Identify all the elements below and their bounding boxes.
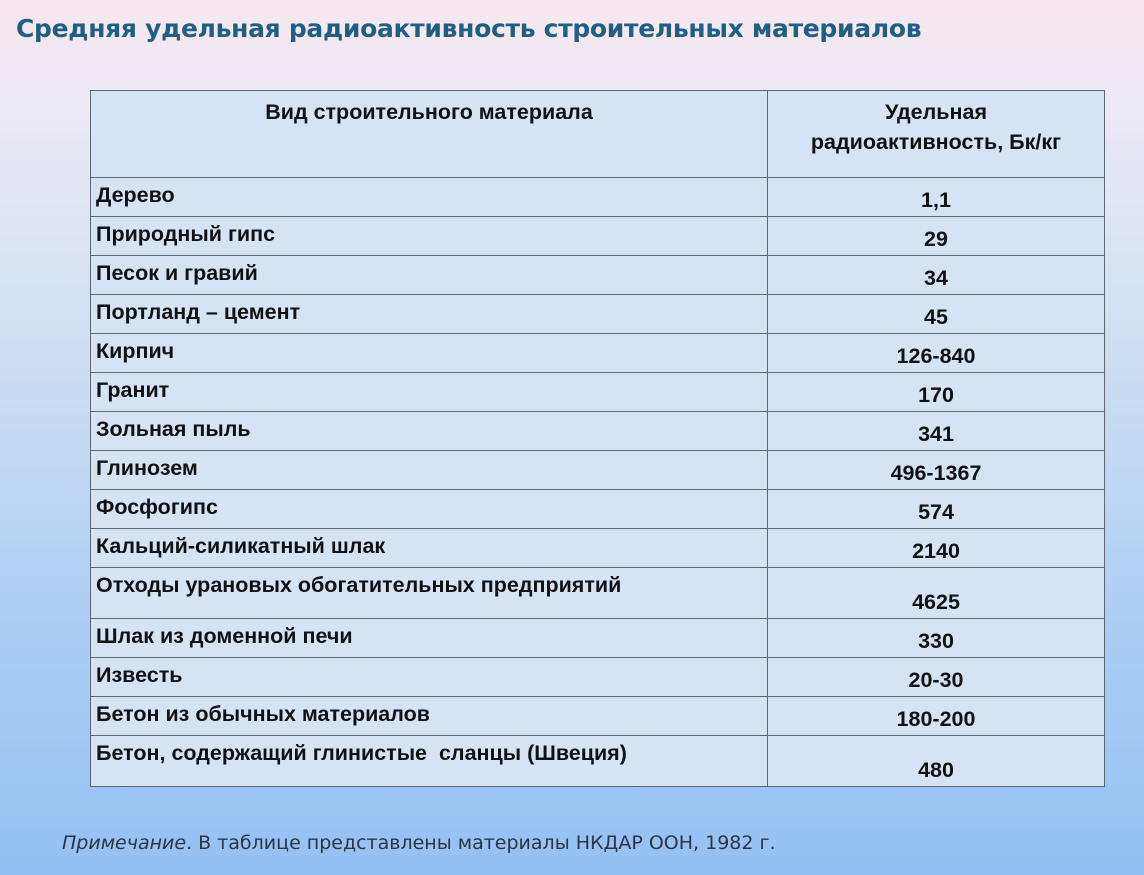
material-cell: Природный гипс — [91, 217, 768, 256]
activity-cell: 45 — [768, 295, 1105, 334]
material-cell: Отходы урановых обогатительных предприятий — [91, 568, 768, 619]
table-row — [91, 568, 1105, 619]
table-row — [91, 256, 1105, 295]
activity-cell: 330 — [768, 619, 1105, 658]
material-cell: Портланд – цемент — [91, 295, 768, 334]
activity-cell: 34 — [768, 256, 1105, 295]
column-header-activity-line2: радиоактивность, Бк/кг — [810, 130, 1062, 154]
table-row — [91, 373, 1105, 412]
activity-cell: 341 — [768, 412, 1105, 451]
activity-cell: 126-840 — [768, 334, 1105, 373]
table-row — [91, 619, 1105, 658]
table-row — [91, 736, 1105, 787]
table-row — [91, 412, 1105, 451]
table-row — [91, 295, 1105, 334]
table-row — [91, 490, 1105, 529]
column-header-activity-line1: Удельная — [885, 100, 987, 124]
material-cell: Шлак из доменной печи — [91, 619, 768, 658]
activity-cell: 4625 — [768, 568, 1105, 619]
activity-cell: 480 — [768, 736, 1105, 787]
table-row — [91, 217, 1105, 256]
table-row — [91, 451, 1105, 490]
page-title: Средняя удельная радиоактивность строительных материалов — [16, 14, 922, 43]
activity-cell: 29 — [768, 217, 1105, 256]
footnote-text: . В таблице представлены материалы НКДАР ООН, 1982 г. — [186, 832, 776, 854]
activity-cell: 574 — [768, 490, 1105, 529]
material-cell: Гранит — [91, 373, 768, 412]
activity-cell: 170 — [768, 373, 1105, 412]
activity-cell: 496-1367 — [768, 451, 1105, 490]
footnote-label: Примечание — [62, 832, 187, 854]
material-cell: Бетон из обычных материалов — [91, 697, 768, 736]
material-cell: Песок и гравий — [91, 256, 768, 295]
material-cell: Бетон, содержащий глинистые сланцы (Швеция) — [91, 736, 768, 787]
activity-cell: 1,1 — [768, 178, 1105, 217]
table-row — [91, 334, 1105, 373]
material-cell: Зольная пыль — [91, 412, 768, 451]
material-cell: Дерево — [91, 178, 768, 217]
activity-cell: 2140 — [768, 529, 1105, 568]
column-header-material: Вид строительного материала — [91, 91, 768, 178]
footnote — [62, 832, 776, 854]
activity-cell: 180-200 — [768, 697, 1105, 736]
column-header-activity — [768, 91, 1105, 178]
radioactivity-table — [90, 90, 1105, 787]
material-cell: Фосфогипс — [91, 490, 768, 529]
material-cell: Известь — [91, 658, 768, 697]
material-cell: Кальций-силикатный шлак — [91, 529, 768, 568]
table-row — [91, 529, 1105, 568]
table-row — [91, 178, 1105, 217]
material-cell: Кирпич — [91, 334, 768, 373]
table-row — [91, 658, 1105, 697]
material-cell: Глинозем — [91, 451, 768, 490]
table-row — [91, 697, 1105, 736]
table-header-row — [91, 91, 1105, 178]
activity-cell: 20-30 — [768, 658, 1105, 697]
